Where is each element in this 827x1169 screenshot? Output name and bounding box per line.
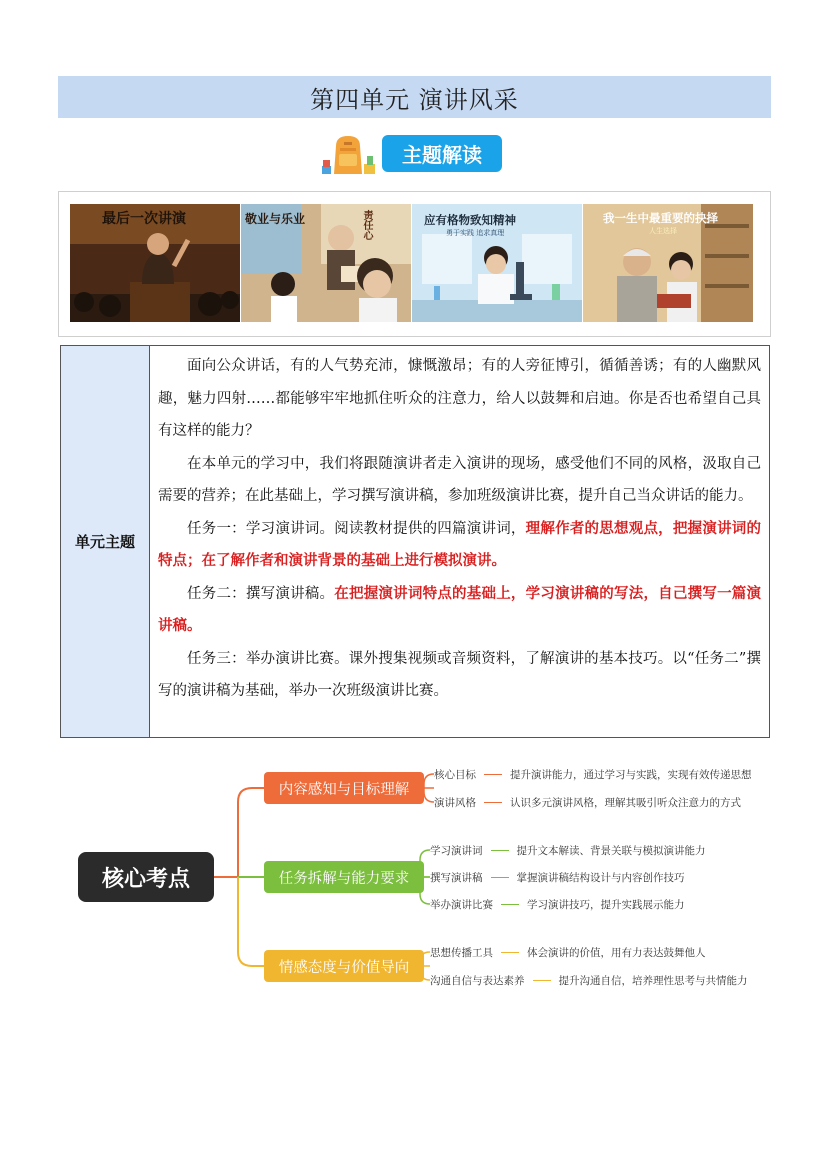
leaf-desc: 掌握演讲稿结构设计与内容创作技巧	[516, 872, 685, 884]
banner-caption-3: 应有格物致知精神	[424, 213, 516, 227]
leaf-desc: 提升文本解读、背景关联与模拟演讲能力	[516, 845, 706, 857]
unit-theme-table	[60, 345, 770, 738]
leaf-core-goal	[434, 767, 752, 782]
leaf-term: 演讲风格	[434, 797, 476, 809]
banner-images	[58, 191, 771, 337]
core-points-mindmap	[78, 756, 778, 996]
unit-title: 第四单元 演讲风采	[310, 85, 519, 114]
task-two-lead: 任务二：撰写演讲稿。	[187, 585, 335, 602]
leaf-write-speech	[430, 870, 685, 885]
leaf-term: 学习演讲词	[430, 845, 483, 857]
banner-caption-1: 最后一次讲演	[102, 211, 186, 227]
leaf-desc: 提升沟通自信，培养理性思考与共情能力	[558, 975, 748, 987]
leaf-speech-style	[434, 795, 741, 810]
leaf-study-speech	[430, 843, 706, 858]
leaf-desc: 体会演讲的价值，用有力表达鼓舞他人	[527, 947, 706, 959]
theme-badge-label: 主题解读	[382, 135, 502, 172]
task-two-end: 。	[187, 617, 202, 634]
branch-content-perception: 内容感知与目标理解	[264, 772, 424, 804]
task-one-paragraph	[158, 513, 761, 578]
banner-sign-2: 责任心	[361, 210, 372, 240]
task-three-paragraph: 任务三：举办演讲比赛。课外搜集视频或音频资料，了解演讲的基本技巧。以“任务二”撰写的演讲稿为基础，举办一次班级演讲比赛。	[158, 650, 761, 699]
core-points-node: 核心考点	[78, 852, 214, 902]
unit-theme-label: 单元主题	[61, 346, 150, 737]
theme-paragraph-1: 面向公众讲话，有的人气势充沛，慷慨激昂；有的人旁征博引，循循善诱；有的人幽默风趣，魅力四射……都能够牢牢地抓住听众的注意力，给人以鼓舞和启迪。你是否也希望自己具有这样的能力？	[158, 358, 761, 439]
leaf-thought-tool	[430, 945, 706, 960]
task-one-end: 。	[491, 552, 506, 569]
leaf-desc: 学习演讲技巧，提升实践展示能力	[527, 899, 685, 911]
banner-panel-inquiry	[412, 204, 582, 322]
theme-paragraph-2: 在本单元的学习中，我们将跟随演讲者走入演讲的现场，感受他们不同的风格，汲取自己需要的营养；在此基础上，学习撰写演讲稿，参加班级演讲比赛，提升自己当众讲话的能力。	[158, 455, 761, 504]
leaf-communication-confidence	[430, 973, 748, 988]
leaf-term: 思想传播工具	[430, 947, 493, 959]
banner-caption-4: 我一生中最重要的抉择	[603, 211, 718, 225]
theme-badge	[320, 132, 506, 176]
unit-title-bar	[58, 76, 771, 118]
leaf-hold-contest	[430, 897, 685, 912]
task-two-paragraph	[158, 578, 761, 643]
leaf-desc: 提升演讲能力，通过学习与实践，实现有效传递思想	[510, 769, 752, 781]
leaf-term: 举办演讲比赛	[430, 899, 493, 911]
unit-theme-content	[150, 346, 769, 737]
banner-panel-choice	[583, 204, 753, 322]
task-one-highlight: 理解作者的思想观点，把握演讲词的特点；在了解作者和演讲背景的基础上进行模拟演讲	[158, 519, 762, 569]
leaf-term: 撰写演讲稿	[430, 872, 483, 884]
leaf-desc: 认识多元演讲风格，理解其吸引听众注意力的方式	[510, 797, 741, 809]
banner-panel-dedication	[241, 204, 411, 322]
banner-panel-last-speech	[70, 204, 240, 322]
task-one-lead: 任务一：学习演讲词。阅读教材提供的四篇演讲词，	[187, 520, 526, 537]
schoolbag-icon	[320, 132, 378, 176]
branch-emotion-values: 情感态度与价值导向	[264, 950, 424, 982]
banner-caption-2: 敬业与乐业	[245, 212, 306, 226]
banner-subcaption-3: 勇于实践 追求真理	[446, 229, 505, 237]
banner-subcaption-4: 人生选择	[649, 227, 677, 235]
leaf-term: 核心目标	[434, 769, 476, 781]
leaf-term: 沟通自信与表达素养	[430, 975, 525, 987]
task-two-highlight: 在把握演讲词特点的基础上，学习演讲稿的写法，自己撰写一篇演讲稿	[158, 584, 762, 634]
branch-task-breakdown: 任务拆解与能力要求	[264, 861, 424, 893]
